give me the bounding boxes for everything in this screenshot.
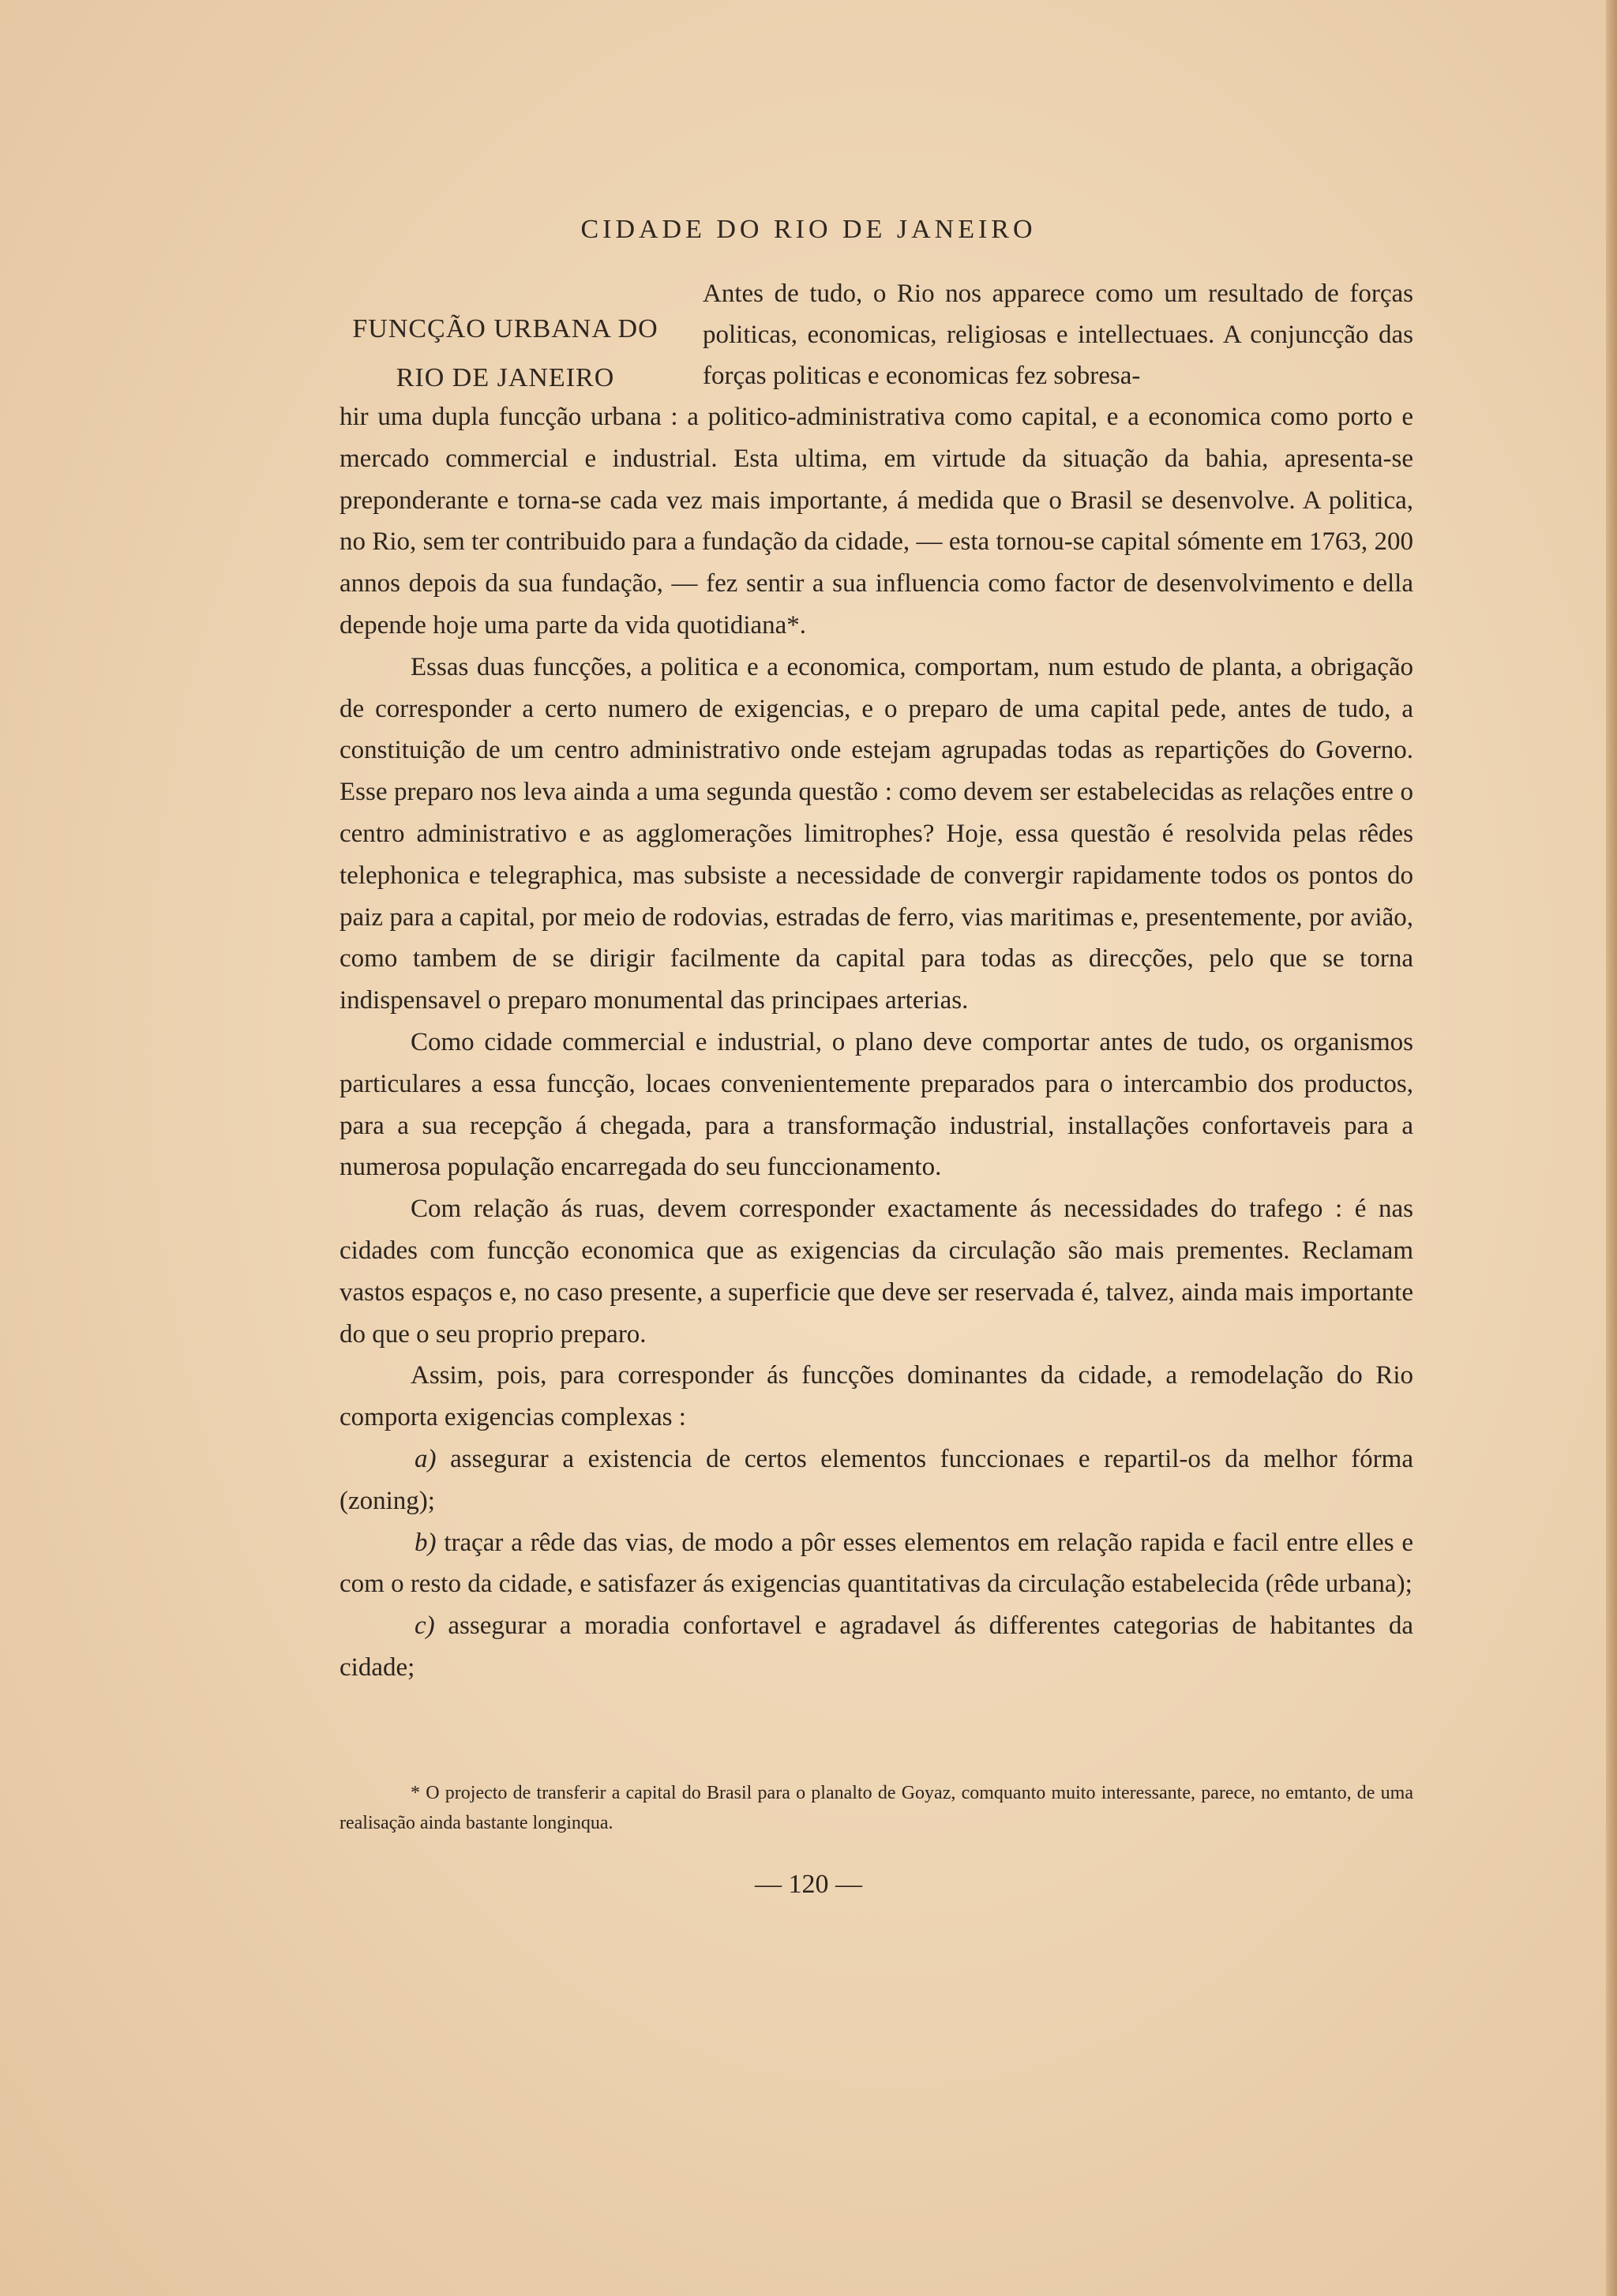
running-header: CIDADE DO RIO DE JANEIRO: [580, 215, 1037, 244]
paragraph-2: Essas duas funcções, a politica e a economica, comportam, num estudo de planta, a obrigação de corresponder a certo numero de exigencias, e o preparo de uma capital pede, antes de tudo, a constituição de um centro administrativo onde estejam agrupadas todas as repartições do Governo. Esse preparo nos leva ainda a uma segunda questão : como devem ser estabelecidas as relações entre o centro administrativo e as agglomerações limitrophes? Hoje, essa questão é resolvida pelas rêdes telephonica e telegraphica, mas subsiste a necessidade de convergir rapidamente todos os pontos do paiz para a capital, por meio de rodovias, estradas de ferro, vias maritimas e, presentemente, por avião, como tambem de se dirigir facilmente da capital para todas as direcções, pelo que se torna indispensavel o preparo monumental das principaes arterias.: [340, 652, 1413, 1015]
section-heading: [332, 305, 679, 403]
list-marker-a: a): [415, 1444, 437, 1473]
list-item-a: [340, 1439, 1413, 1522]
page-number: — 120 —: [755, 1870, 862, 1899]
list-marker-c: c): [415, 1611, 435, 1641]
paragraph-4: Com relação ás ruas, devem corresponder exactamente ás necessidades do trafego : é nas cidades com funcção economica que as exigencias da circulação são mais prementes. Reclamam vastos espaços e, no caso presente, a superficie que deve ser reservada é, talvez, ainda mais importante do que o seu proprio preparo.: [340, 1195, 1413, 1349]
list-marker-b: b): [415, 1528, 437, 1557]
body-text: [340, 396, 1413, 1689]
section-heading-line-2: RIO DE JANEIRO: [396, 363, 615, 392]
list-item-b: [340, 1522, 1413, 1606]
list-text-b: traçar a rêde das vias, de modo a pôr esses elementos em relação rapida e facil entre elles e com o resto da cidade, e satisfazer ás exigencias quantitativas da circulação estabelecida (rêde urbana);: [340, 1528, 1414, 1599]
paragraph-1: hir uma dupla funcção urbana : a politico-administrativa como capital, e a economica como porto e mercado commercial e industrial. Esta ultima, em virtude da situação da bahia, apresenta-se preponderante e torna-se cada vez mais importante, á medida que o Brasil se desenvolve. A politica, no Rio, sem ter contribuido para a fundação da cidade, — esta tornou-se capital sómente em 1763, 200 annos depois da sua fundação, — fez sentir a sua influencia como factor de desenvolvimento e della depende hoje uma parte da vida quotidiana*.: [340, 403, 1413, 640]
lead-paragraph: Antes de tudo, o Rio nos apparece como um resultado de forças politicas, economicas, religiosas e intellectuaes. A conjuncção das forças politicas e economicas fez sobresa-: [703, 279, 1413, 390]
list-text-a: assegurar a existencia de certos elementos funccionaes e repartil-os da melhor fórma (zoning);: [340, 1444, 1413, 1515]
list-text-c: assegurar a moradia confortavel e agradavel ás differentes categorias de habitantes da cidade;: [340, 1611, 1414, 1682]
footnote: * O projecto de transferir a capital do Brasil para o planalto de Goyaz, comquanto muito interessante, parece, no emtanto, de uma realisação ainda bastante longinqua.: [340, 1783, 1413, 1833]
list-item-c: [340, 1605, 1413, 1689]
paragraph-3: Como cidade commercial e industrial, o plano deve comportar antes de tudo, os organismos particulares a essa funcção, locaes convenientemente preparados para o intercambio dos productos, para a sua recepção á chegada, para a transformação industrial, installações confortaveis para a numerosa população encarregada do seu funccionamento.: [340, 1027, 1413, 1182]
paragraph-5: Assim, pois, para corresponder ás funcções dominantes da cidade, a remodelação do Rio comporta exigencias complexas :: [340, 1361, 1413, 1432]
page-edge: [1606, 0, 1617, 2296]
section-heading-line-1: FUNCÇÃO URBANA DO: [352, 314, 658, 343]
